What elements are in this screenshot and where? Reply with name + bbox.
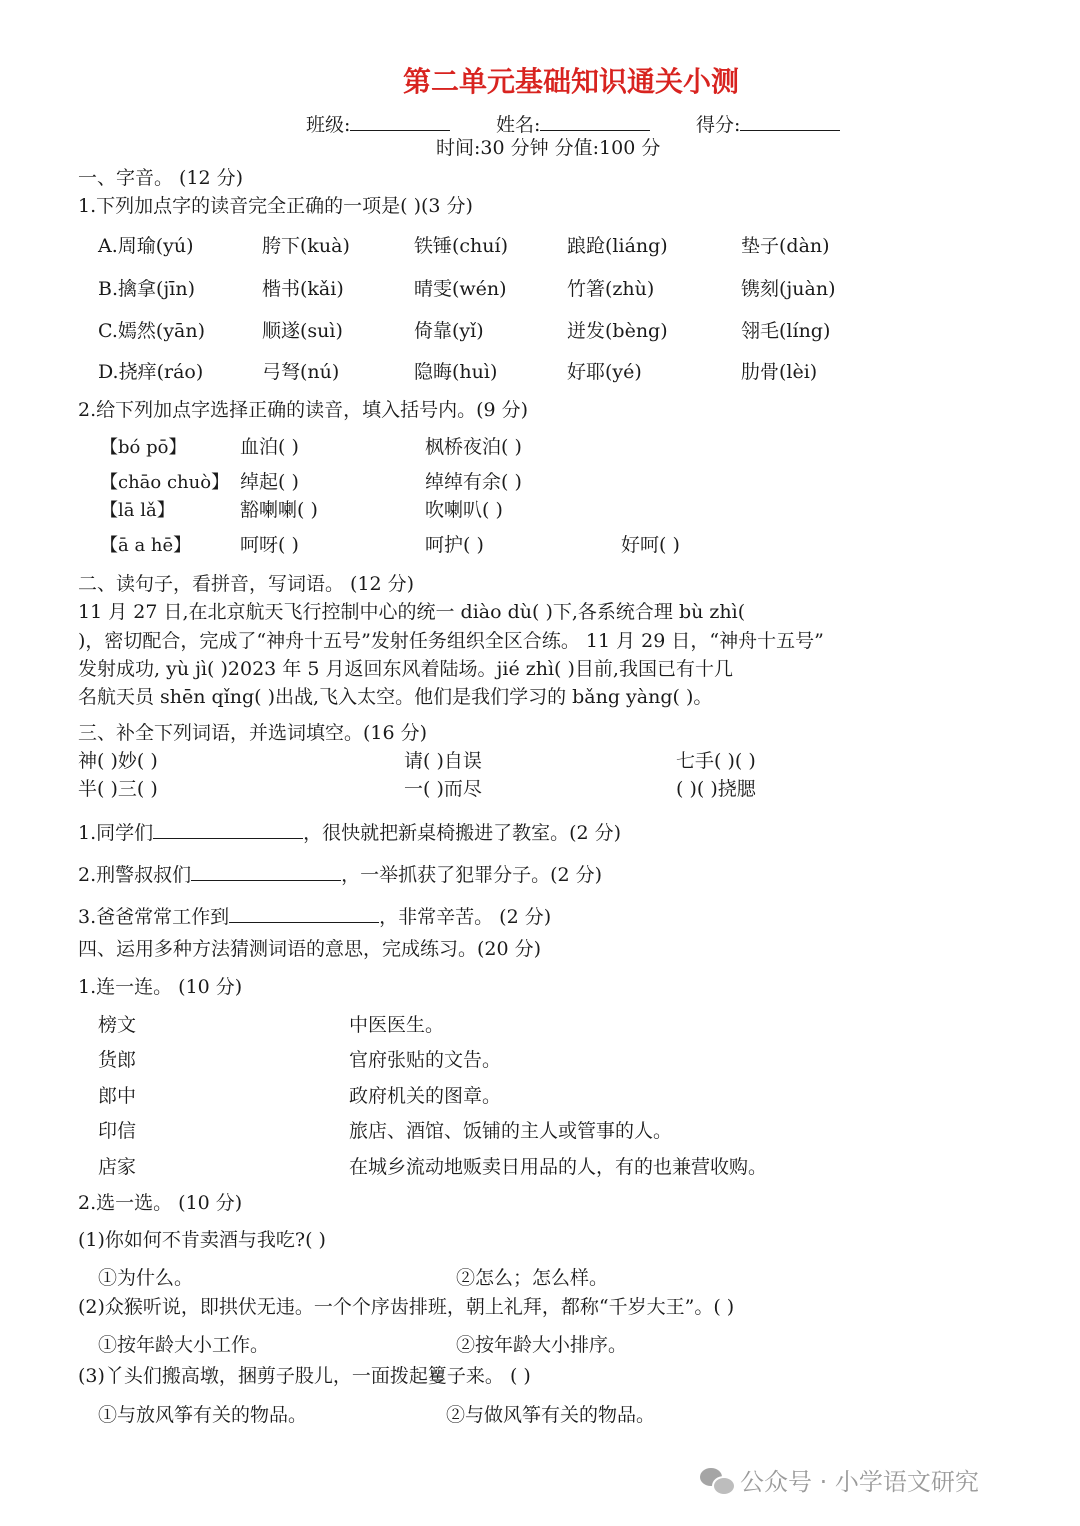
- q2-word-4a: 呵呀( ): [240, 534, 299, 556]
- passage-line-1: 11 月 27 日,在北京航天飞行控制中心的统一 diào dù( )下,各系统合理 bù zhì(: [78, 601, 746, 623]
- match-def-3: 政府机关的图章。: [349, 1085, 502, 1107]
- time-info: 时间:30 分钟 分值:100 分: [436, 137, 661, 159]
- option-a-3: 铁锤(chuí): [414, 235, 509, 257]
- option-c-5: 翎毛(líng): [741, 320, 831, 342]
- pinyin-group-2: 【chāo chuò】: [100, 472, 230, 493]
- choose-q2: (2)众猴听说，即拱伏无违。一个个序齿排班，朝上礼拜，都称“千岁大王”。( ): [78, 1296, 735, 1318]
- option-b-3: 晴雯(wén): [414, 278, 507, 300]
- q2-word-4b: 呵护( ): [425, 534, 484, 556]
- pinyin-group-4: 【ā a hē】: [100, 535, 192, 556]
- idiom-1-2: 请( )自误: [404, 750, 482, 772]
- match-word-3: 郎中: [98, 1085, 137, 1107]
- page-title: 第二单元基础知识通关小测: [403, 65, 740, 98]
- q2-word-2b: 绰绰有余( ): [425, 471, 522, 493]
- pinyin-group-3: 【lā lǎ】: [100, 500, 175, 521]
- score-field: [696, 112, 840, 135]
- match-word-5: 店家: [98, 1156, 137, 1178]
- option-b-1: B.擒拿(jīn): [98, 278, 196, 300]
- q2-word-3b: 吹喇叭( ): [425, 499, 503, 521]
- section1-heading: 一、字音。 (12 分): [78, 167, 244, 189]
- passage-line-3: 发射成功, yù jì( )2023 年 5 月返回东风着陆场。jié zhì( )目前,我国已有十几: [78, 658, 733, 680]
- option-d-3: 隐晦(huì): [414, 361, 498, 383]
- option-b-5: 镌刻(juàn): [741, 278, 836, 300]
- option-c-1: C.嫣然(yān): [98, 320, 206, 342]
- choose-q2-a: ①按年龄大小工作。: [98, 1334, 270, 1356]
- section2-heading: 二、读句子，看拼音，写词语。 (12 分): [78, 573, 415, 595]
- fill-3-pre: 3.爸爸常常工作到: [78, 906, 230, 928]
- fill-2-post: ，一举抓获了犯罪分子。(2 分): [341, 864, 603, 886]
- choose-q3: (3)丫头们搬高墩，捆剪子股儿，一面拨起籰子来。 ( ): [78, 1365, 531, 1387]
- fill-1-post: ，很快就把新桌椅搬进了教室。(2 分): [303, 822, 622, 844]
- option-d-1: D.挠痒(ráo): [98, 361, 204, 383]
- match-def-4: 旅店、酒馆、饭铺的主人或管事的人。: [349, 1120, 673, 1142]
- fill-1-pre: 1.同学们: [78, 822, 154, 844]
- passage-line-4: 名航天员 shēn qǐng( )出战,飞入太空。他们是我们学习的 bǎng yàng( )。: [78, 686, 713, 708]
- idiom-2-3: ( )( )挠腮: [676, 778, 756, 800]
- match-word-2: 货郎: [98, 1049, 137, 1071]
- idiom-1-3: 七手( )( ): [676, 750, 756, 772]
- option-d-2: 弓弩(nú): [262, 361, 340, 383]
- wechat-icon: [700, 1466, 734, 1494]
- option-a-4: 踉跄(liáng): [567, 235, 668, 257]
- q1-prompt: 1.下列加点字的读音完全正确的一项是( )(3 分): [78, 195, 473, 217]
- q2-word-4c: 好呵( ): [621, 534, 680, 556]
- option-a-1: A.周瑜(yú): [98, 235, 194, 257]
- fill-sentence-2: [78, 862, 602, 885]
- class-blank: [350, 112, 450, 131]
- option-b-2: 楷书(kǎi): [262, 278, 344, 300]
- score-blank: [740, 112, 840, 131]
- choose-q3-b: ②与做风筝有关的物品。: [446, 1404, 656, 1426]
- name-label: 姓名:: [496, 114, 541, 136]
- choose-prompt: 2.选一选。 (10 分): [78, 1192, 243, 1214]
- class-label: 班级:: [306, 114, 351, 136]
- class-field: [306, 112, 450, 135]
- watermark-text: 公众号 · 小学语文研究: [740, 1468, 979, 1496]
- choose-q2-b: ②按年龄大小排序。: [456, 1334, 628, 1356]
- match-word-1: 榜文: [98, 1014, 137, 1036]
- passage-line-2: )，密切配合，完成了“神舟十五号”发射任务组织全区合练。 11 月 29 日，“神舟十五号”: [78, 630, 824, 652]
- idiom-1-1: 神( )妙( ): [78, 750, 158, 772]
- match-def-1: 中医医生。: [349, 1014, 445, 1036]
- idiom-2-1: 半( )三( ): [78, 778, 158, 800]
- q2-word-2a: 绰起( ): [240, 471, 299, 493]
- fill-sentence-3: [78, 904, 551, 927]
- fill-3-post: ，非常辛苦。 (2 分): [379, 906, 552, 928]
- option-a-5: 垫子(dàn): [741, 235, 830, 257]
- choose-q1-b: ②怎么；怎么样。: [456, 1267, 609, 1289]
- fill-sentence-1: [78, 820, 621, 843]
- option-d-4: 好耶(yé): [567, 361, 642, 383]
- q2-word-1a: 血泊( ): [240, 436, 299, 458]
- choose-q3-a: ①与放风筝有关的物品。: [98, 1404, 308, 1426]
- score-label: 得分:: [696, 114, 741, 136]
- q2-word-1b: 枫桥夜泊( ): [425, 436, 522, 458]
- option-b-4: 竹箸(zhù): [567, 278, 655, 300]
- fill-1-blank: [153, 820, 303, 839]
- option-c-3: 倚靠(yǐ): [414, 320, 484, 342]
- section3-heading: 三、补全下列词语，并选词填空。(16 分): [78, 722, 428, 744]
- name-blank: [540, 112, 650, 131]
- idiom-2-2: 一( )而尽: [404, 778, 482, 800]
- match-word-4: 印信: [98, 1120, 137, 1142]
- option-d-5: 肋骨(lèi): [741, 361, 818, 383]
- pinyin-group-1: 【bó pō】: [100, 437, 187, 458]
- fill-2-pre: 2.刑警叔叔们: [78, 864, 192, 886]
- choose-q1: (1)你如何不肯卖酒与我吃?( ): [78, 1229, 326, 1251]
- option-a-2: 胯下(kuà): [262, 235, 350, 257]
- name-field: [496, 112, 650, 135]
- q2-prompt: 2.给下列加点字选择正确的读音，填入括号内。(9 分): [78, 399, 529, 421]
- fill-2-blank: [191, 862, 341, 881]
- section4-heading: 四、运用多种方法猜测词语的意思，完成练习。(20 分): [78, 938, 542, 960]
- match-prompt: 1.连一连。 (10 分): [78, 976, 243, 998]
- q2-word-3a: 豁喇喇( ): [240, 499, 318, 521]
- option-c-4: 迸发(bèng): [567, 320, 668, 342]
- watermark: [700, 1462, 979, 1497]
- option-c-2: 顺遂(suì): [262, 320, 343, 342]
- match-def-5: 在城乡流动地贩卖日用品的人，有的也兼营收购。: [349, 1156, 768, 1178]
- fill-3-blank: [229, 904, 379, 923]
- choose-q1-a: ①为什么。: [98, 1267, 194, 1289]
- match-def-2: 官府张贴的文告。: [349, 1049, 502, 1071]
